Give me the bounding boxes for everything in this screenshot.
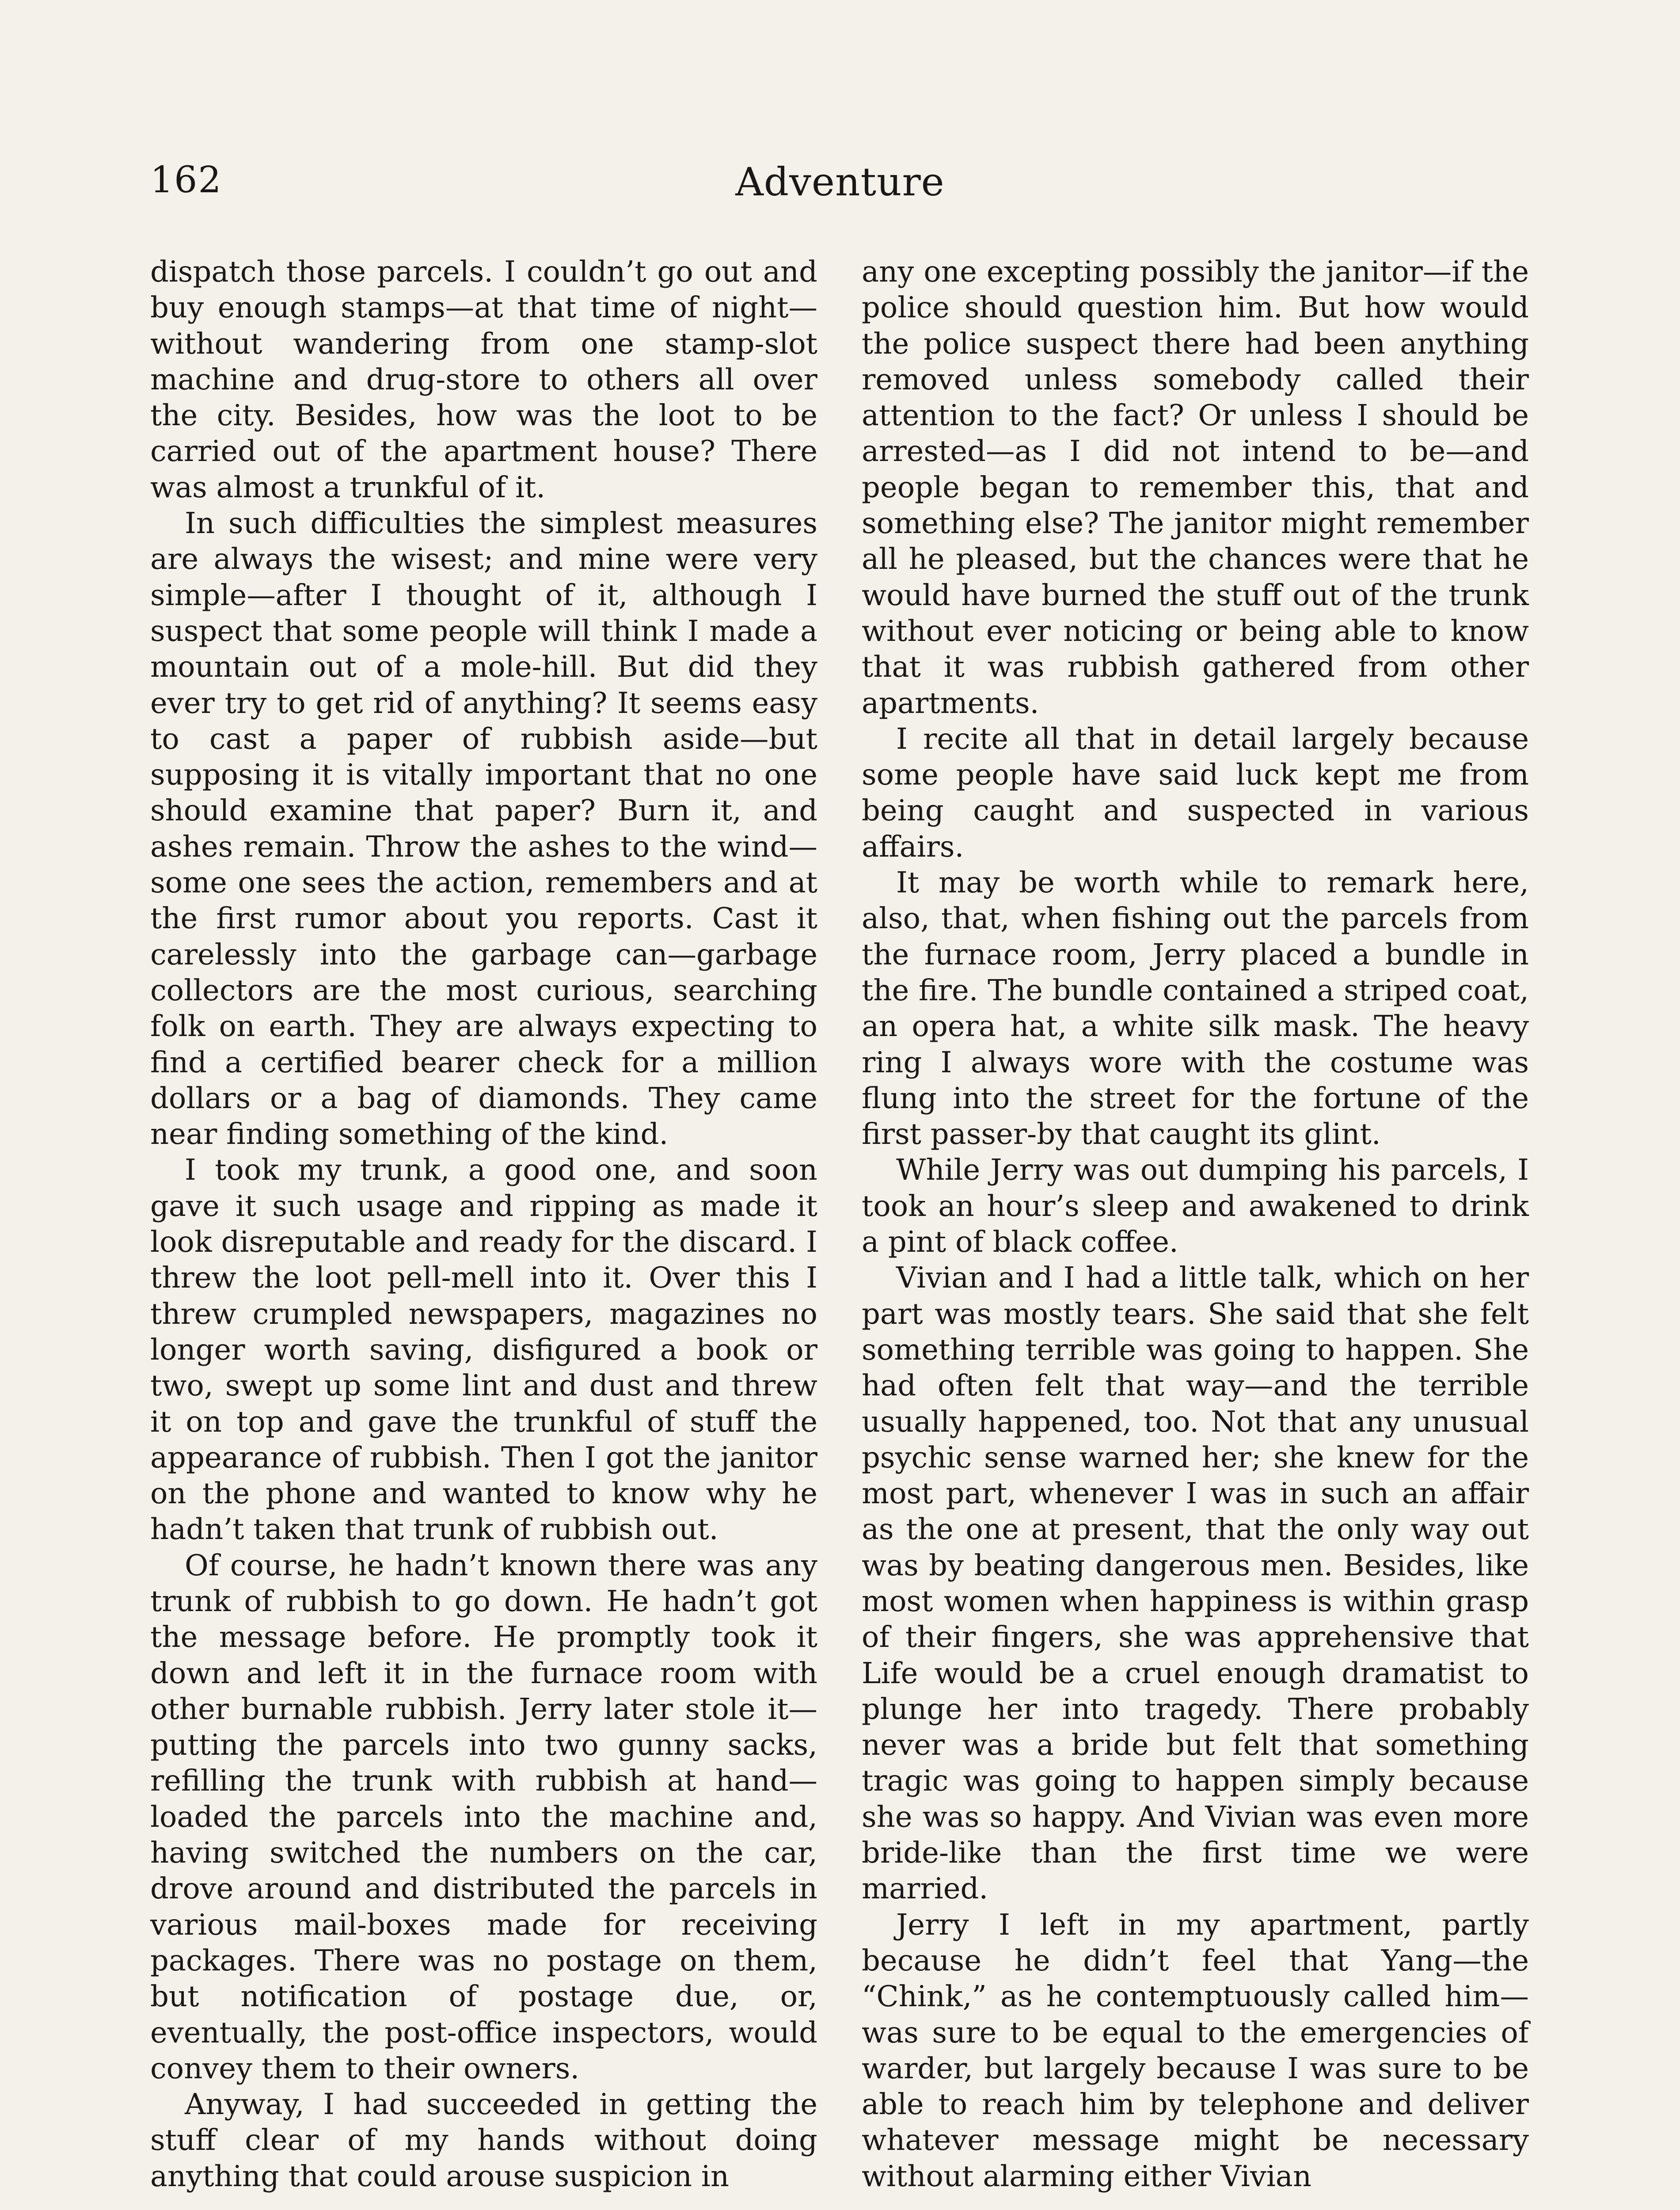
paragraph: I recite all that in detail largely because some people have said luck kept me from being caught and suspected in various affairs. <box>862 722 1529 864</box>
paragraph: While Jerry was out dumping his parcels, I took an hour’s sleep and awakened to drink a pint of black coffee. <box>862 1153 1529 1259</box>
running-header <box>150 159 1530 217</box>
paragraph: Jerry I left in my apartment, partly because he didn’t feel that Yang—the “Chink,” as he contemptuously called him—was sure to be equal to the emergencies of warder, but largely because I was sure to be able to reach him by telephone and deliver whatever message might be necessary without alarming either Vivian <box>862 1908 1529 2193</box>
paragraph: Of course, he hadn’t known there was any trunk of rubbish to go down. He hadn’t got the message before. He promptly took it down and left it in the furnace room with other burnable rubbish. Jerry later stole it—putting the parcels into two gunny sacks, refilling the trunk with rubbish at hand—loaded the parcels into the machine and, having switched the numbers on the car, drove around and distributed the parcels in various mail-boxes made for receiving packages. There was no postage on them, but notification of postage due, or, eventually, the post-office inspectors, would convey them to their owners. <box>150 1548 817 2085</box>
paragraph: Vivian and I had a little talk, which on her part was mostly tears. She said that she felt something terrible was going to happen. She had often felt that way—and the terrible usually happened, too. Not that any unusual psychic sense warned her; she knew for the most part, whenever I was in such an affair as the one at present, that the only way out was by beating dangerous men. Besides, like most women when happiness is within grasp of their fingers, she was apprehensive that Life would be a cruel enough dramatist to plunge her into tragedy. There probably never was a bride but felt that something tragic was going to happen simply because she was so happy. And Vivian was even more bride-like than the first time we were married. <box>862 1261 1529 1906</box>
paragraph: dispatch those parcels. I couldn’t go out and buy enough stamps—at that time of night—without wandering from one stamp-slot machine and drug-store to others all over the city. Besides, how was the loot to be carried out of the apartment house? There was almost a trunkful of it. <box>150 255 817 504</box>
paragraph: any one excepting possibly the janitor—if the police should question him. But how would the police suspect there had been anything removed unless somebody called their attention to the fact? Or unless I should be arrested—as I did not intend to be—and people began to remember this, that and something else? The janitor might remember all he pleased, but the chances were that he would have burned the stuff out of the trunk without ever noticing or being able to know that it was rubbish gathered from other apartments. <box>862 255 1529 720</box>
paragraph: Anyway, I had succeeded in getting the stuff clear of my hands without doing anything that could arouse suspicion in <box>150 2088 817 2193</box>
left-column <box>150 254 817 2195</box>
paragraph: I took my trunk, a good one, and soon gave it such usage and ripping as made it look disreputable and ready for the discard. I threw the loot pell-mell into it. Over this I threw crumpled newspapers, magazines no longer worth saving, disfigured a book or two, swept up some lint and dust and threw it on top and gave the trunkful of stuff the appearance of rubbish. Then I got the janitor on the phone and wanted to know why he hadn’t taken that trunk of rubbish out. <box>150 1153 817 1547</box>
paragraph: In such difficulties the simplest measures are always the wisest; and mine were very simple—after I thought of it, although I suspect that some people will think I made a mountain out of a mole-hill. But did they ever try to get rid of anything? It seems easy to cast a paper of rubbish aside—but supposing it is vitally important that no one should examine that paper? Burn it, and ashes remain. Throw the ashes to the wind—some one sees the action, remembers and at the first rumor about you reports. Cast it carelessly into the garbage can—garbage collectors are the most curious, searching folk on earth. They are always expecting to find a certified bearer check for a million dollars or a bag of diamonds. They came near finding something of the kind. <box>150 507 817 1151</box>
page-number: 162 <box>150 159 222 201</box>
paragraph: It may be worth while to remark here, also, that, when fishing out the parcels from the furnace room, Jerry placed a bundle in the fire. The bundle contained a striped coat, an opera hat, a white silk mask. The heavy ring I always wore with the costume was flung into the street for the fortune of the first passer-by that caught its glint. <box>862 866 1529 1151</box>
magazine-title: Adventure <box>735 159 945 205</box>
right-column <box>862 254 1529 2195</box>
